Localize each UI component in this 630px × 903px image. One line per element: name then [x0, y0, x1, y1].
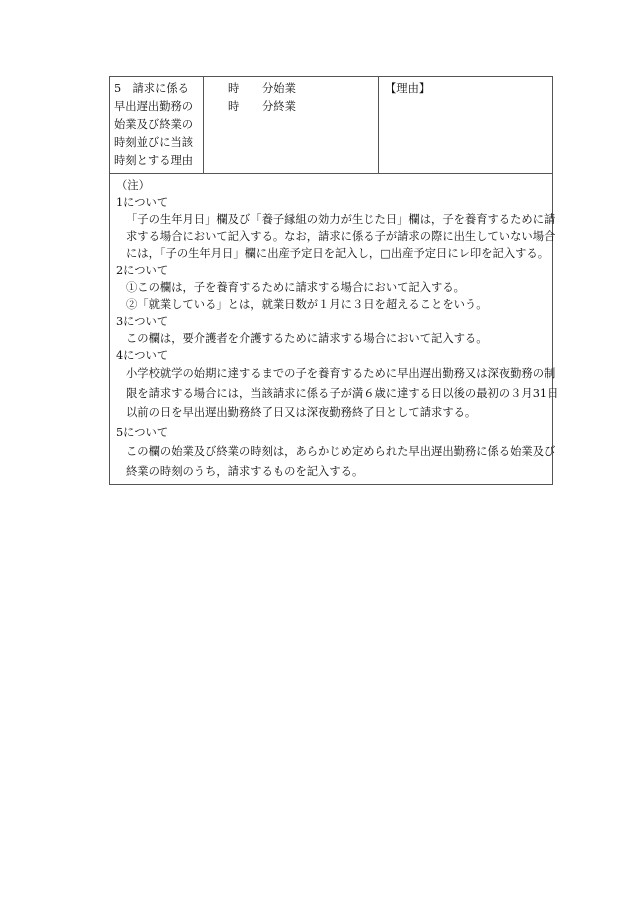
note-line: 求する場合において記入する。なお，請求に係る子が請求の際に出生していない場合	[126, 230, 556, 243]
row-5-label	[110, 77, 204, 173]
label-line: 5 請求に係る	[114, 82, 189, 95]
notes-title: （注）	[116, 179, 150, 192]
reason-label: 【理由】	[385, 82, 431, 95]
note-heading: 3について	[116, 315, 169, 328]
notes-section	[110, 174, 559, 484]
hour-label: 時	[228, 82, 240, 95]
note-heading: 4について	[116, 349, 169, 362]
label-line: 時刻とする理由	[114, 154, 194, 167]
note-heading: 2について	[116, 264, 169, 277]
minute-start-label: 分始業	[262, 82, 296, 95]
start-time-line	[228, 80, 378, 98]
label-line: 始業及び終業の	[114, 118, 194, 131]
note-line: には，「子の生年月日」欄に出産予定日を記入し，□出産予定日にレ印を記入する。	[126, 247, 550, 260]
note-line: 以前の日を早出遅出勤務終了日又は深夜勤務終了日として請求する。	[126, 406, 477, 419]
label-line: 時刻並びに当該	[114, 136, 194, 149]
note-line: この欄の始業及び終業の時刻は，あらかじめ定められた早出遅出勤務に係る始業及び	[126, 445, 556, 458]
note-heading: 5について	[116, 425, 169, 439]
reason-field[interactable]	[379, 77, 552, 173]
note-line: 限を請求する場合には，当該請求に係る子が満６歳に達する日以後の最初の３月31日	[126, 386, 559, 400]
end-time-line	[228, 98, 378, 116]
note-line: この欄は，要介護者を介護するために請求する場合において記入する。	[126, 332, 488, 345]
note-line: ②「就業している」とは，就業日数が１月に３日を超えることをいう。	[126, 298, 488, 311]
request-form-table	[109, 76, 559, 485]
note-line: 終業の時刻のうち，請求するものを記入する。	[126, 464, 364, 478]
note-line: 小学校就学の始期に達するまでの子を養育するために早出遅出勤務又は深夜勤務の制	[126, 367, 556, 380]
note-line: 「子の生年月日」欄及び「養子縁組の効力が生じた日」欄は，子を養育するために請	[126, 213, 556, 226]
label-line: 早出遅出勤務の	[114, 100, 194, 113]
time-field[interactable]	[204, 77, 379, 173]
minute-end-label: 分終業	[262, 100, 296, 113]
hour-label: 時	[228, 100, 240, 113]
note-heading: 1について	[116, 196, 169, 209]
note-line: ①この欄は，子を養育するために請求する場合において記入する。	[126, 281, 465, 294]
row-5-start-end-times	[110, 77, 552, 174]
